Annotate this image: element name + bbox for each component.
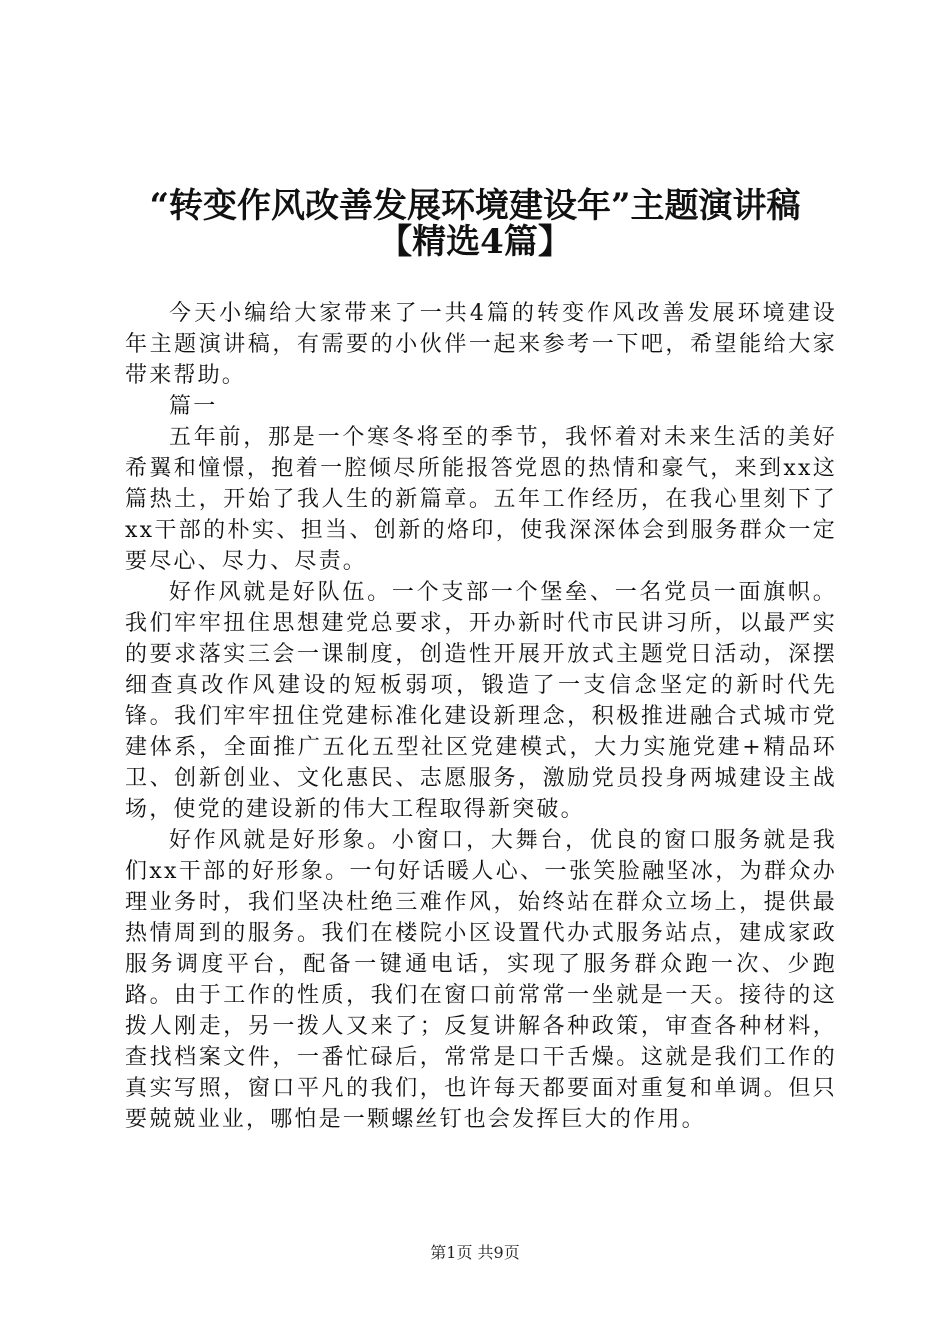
document-body — [125, 298, 837, 1135]
paragraph: 好作风就是好队伍。一个支部一个堡垒、一名党员一面旗帜。我们牢牢扭住思想建党总要求，开办新时代市民讲习所，以最严实的要求落实三会一课制度，创造性开展开放式主题党日活动，深摆细查真改作风建设的短板弱项，锻造了一支信念坚定的新时代先锋。我们牢牢扭住党建标准化建设新理念，积极推进融合式城市党建体系，全面推广五化五型社区党建模式，大力实施党建+精品环卫、创新创业、文化惠民、志愿服务，激励党员投身两城建设主战场，使党的建设新的伟大工程取得新突破。 — [125, 580, 837, 822]
paragraph: 好作风就是好形象。小窗口，大舞台，优良的窗口服务就是我们xx干部的好形象。一句好话暖人心、一张笑脸融坚冰，为群众办理业务时，我们坚决杜绝三难作风，始终站在群众立场上，提供最热情周到的服务。我们在楼院小区设置代办式服务站点，建成家政服务调度平台，配备一键通电话，实现了服务群众跑一次、少跑路。由于工作的性质，我们在窗口前常常一坐就是一天。接待的这拨人刚走，另一拨人又来了；反复讲解各种政策，审查各种材料，查找档案文件，一番忙碌后，常常是口干舌燥。这就是我们工作的真实写照，窗口平凡的我们，也许每天都要面对重复和单调。但只要兢兢业业，哪怕是一颗螺丝钉也会发挥巨大的作用。 — [125, 828, 837, 1132]
document-title: “转变作风改善发展环境建设年”主题演讲稿 — [149, 186, 801, 226]
page-number-footer: 第1页 共9页 — [430, 1243, 520, 1262]
paragraph-intro: 今天小编给大家带来了一共4篇的转变作风改善发展环境建设年主题演讲稿，有需要的小伙伴一起来参考一下吧，希望能给大家带来帮助。 — [125, 301, 837, 388]
paragraph: 五年前，那是一个寒冬将至的季节，我怀着对未来生活的美好希翼和憧憬，抱着一腔倾尽所能报答党恩的热情和豪气，来到xx这篇热土，开始了我人生的新篇章。五年工作经历，在我心里刻下了xx干部的朴实、担当、创新的烙印，使我深深体会到服务群众一定要尽心、尽力、尽责。 — [125, 425, 837, 574]
section-heading: 篇一 — [169, 394, 218, 419]
document-title-subtitle: 【精选4篇】 — [378, 222, 572, 262]
